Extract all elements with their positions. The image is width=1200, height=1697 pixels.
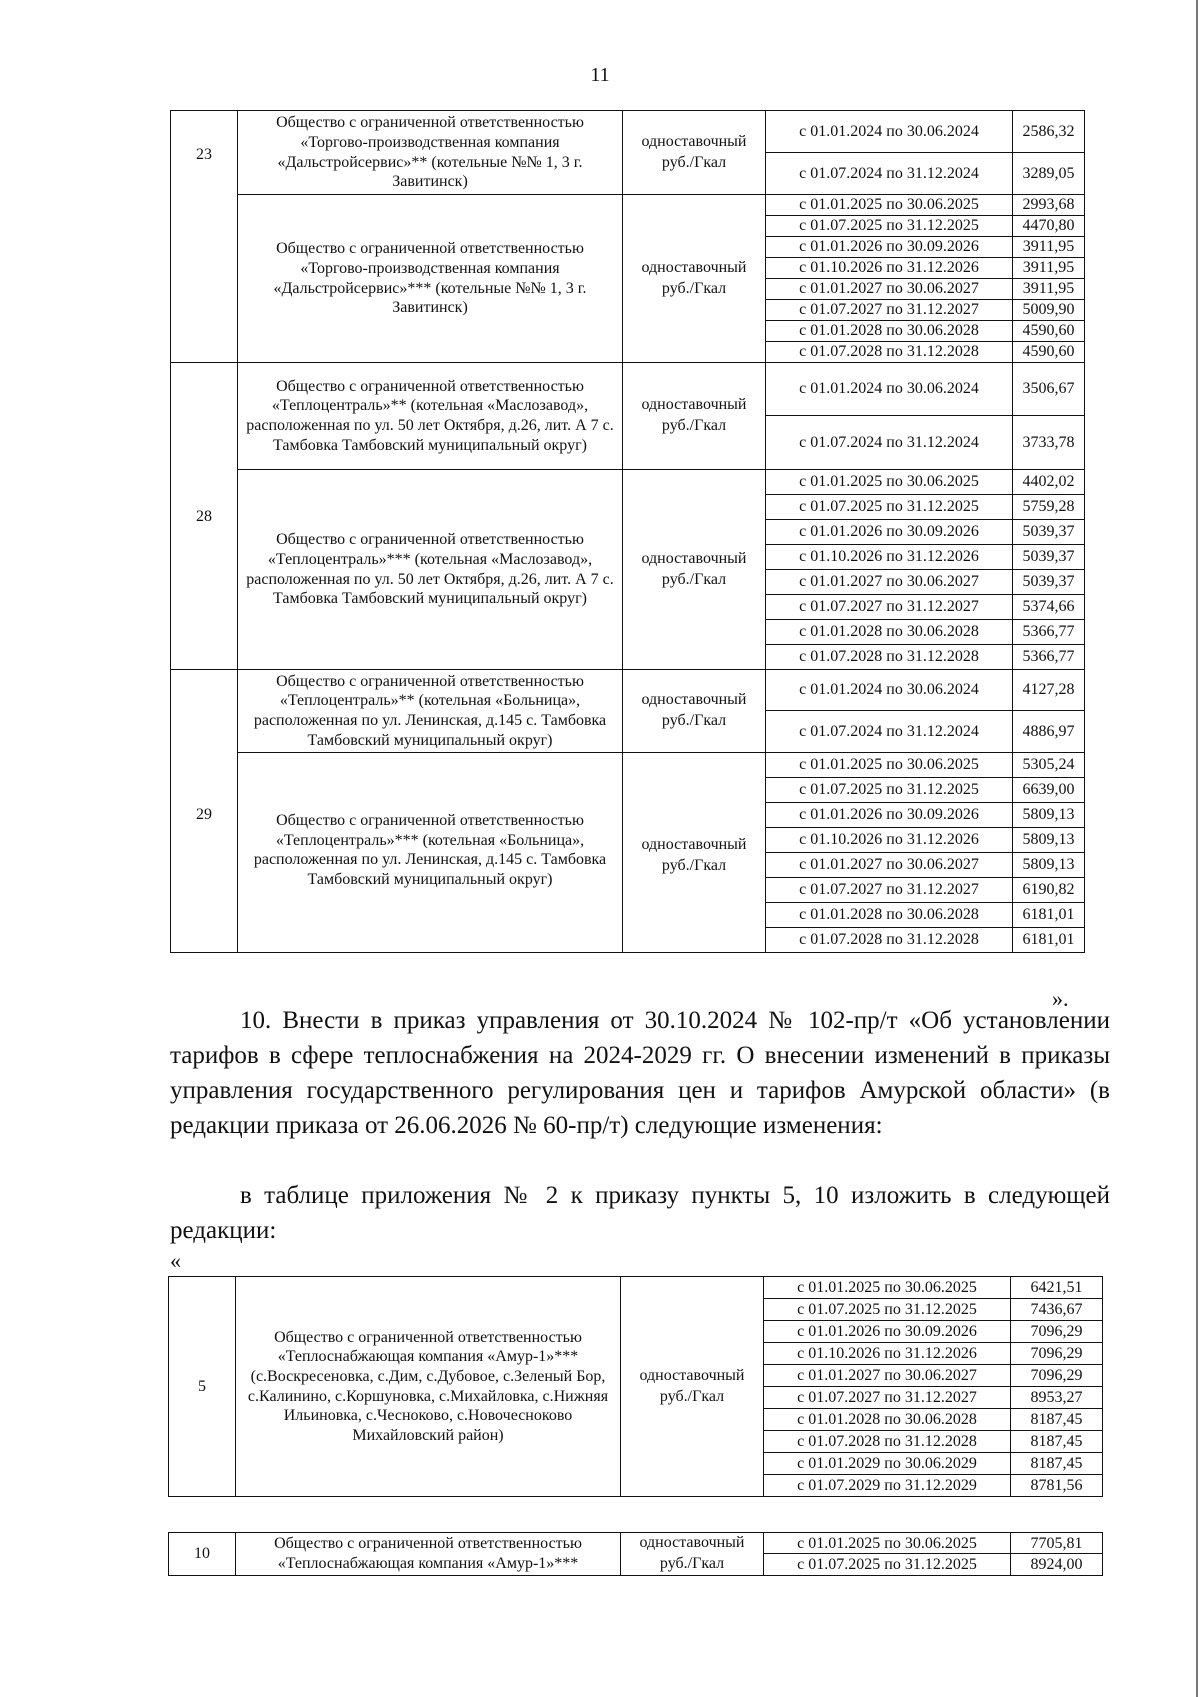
tariff-value: 2586,32 xyxy=(1013,111,1085,153)
period-cell: с 01.01.2025 по 30.06.2025 xyxy=(766,753,1013,778)
period-cell: с 01.01.2024 по 30.06.2024 xyxy=(766,111,1013,153)
period-cell: с 01.07.2025 по 31.12.2025 xyxy=(766,495,1013,520)
scan-edge-line xyxy=(1196,0,1198,1697)
tariff-value: 3733,78 xyxy=(1013,416,1085,470)
table-row xyxy=(169,1277,1103,1299)
tariff-value: 7096,29 xyxy=(1011,1365,1103,1387)
unit-cell: одноставочный руб./Гкал xyxy=(623,470,766,670)
tariff-value: 6181,01 xyxy=(1013,928,1085,953)
tariff-value: 2993,68 xyxy=(1013,195,1085,216)
period-cell: с 01.07.2025 по 31.12.2025 xyxy=(764,1554,1011,1575)
period-cell: с 01.01.2027 по 30.06.2027 xyxy=(766,570,1013,595)
unit-cell: одноставочный руб./Гкал xyxy=(621,1277,764,1497)
period-cell: с 01.10.2026 по 31.12.2026 xyxy=(766,545,1013,570)
tariff-value: 5809,13 xyxy=(1013,803,1085,828)
paragraph-10-text: 10. Внести в приказ управления от 30.10.2024 № 102-пр/т «Об установлении тарифов в сфере теплоснабжения на 2024-2029 гг. О внесении изменений в приказы управления государственного регулирования цен и тарифов Амурской области» (в редакции приказа от 26.06.2026 № 60-пр/т) следующие изменения: xyxy=(170,1007,1110,1139)
table-row xyxy=(171,363,1085,416)
tariff-value: 8187,45 xyxy=(1011,1453,1103,1475)
opening-quote: « xyxy=(170,1248,181,1273)
tariff-value: 5759,28 xyxy=(1013,495,1085,520)
tariff-value: 5809,13 xyxy=(1013,828,1085,853)
period-cell: с 01.07.2028 по 31.12.2028 xyxy=(766,645,1013,670)
tariff-value: 3289,05 xyxy=(1013,153,1085,195)
paragraph-table-intro-text: в таблице приложения № 2 к приказу пункты 5, 10 изложить в следующей редакции: xyxy=(170,1182,1110,1244)
tariff-value: 3911,95 xyxy=(1013,279,1085,300)
unit-cell: одноставочный руб./Гкал xyxy=(623,670,766,753)
tariff-value: 7705,81 xyxy=(1011,1533,1103,1554)
organization-cell: Общество с ограниченной ответственностью «Теплоцентраль»** (котельная «Больница», расположенная по ул. Ленинская, д.145 с. Тамбовка Тамбовский муниципальный округ) xyxy=(238,670,623,753)
tariff-table-3 xyxy=(168,1532,1103,1576)
period-cell: с 01.01.2028 по 30.06.2028 xyxy=(764,1409,1011,1431)
period-cell: с 01.01.2025 по 30.06.2025 xyxy=(764,1277,1011,1299)
period-cell: с 01.01.2026 по 30.09.2026 xyxy=(766,520,1013,545)
tariff-table-1 xyxy=(170,110,1085,953)
period-cell: с 01.01.2025 по 30.06.2025 xyxy=(766,195,1013,216)
period-cell: с 01.01.2026 по 30.09.2026 xyxy=(766,803,1013,828)
period-cell: с 01.07.2027 по 31.12.2027 xyxy=(766,595,1013,620)
tariff-value: 5039,37 xyxy=(1013,570,1085,595)
page-number: 11 xyxy=(590,64,610,86)
paragraph-table-intro xyxy=(170,1178,1110,1248)
organization-cell: Общество с ограниченной ответственностью «Теплоцентраль»*** (котельная «Маслозавод», расположенная по ул. 50 лет Октября, д.26, лит. А 7 с. Тамбовка Тамбовский муниципальный округ) xyxy=(238,470,623,670)
unit-cell: одноставочный руб./Гкал xyxy=(623,111,766,195)
period-cell: с 01.01.2026 по 30.09.2026 xyxy=(766,237,1013,258)
organization-cell: Общество с ограниченной ответственностью «Теплоцентраль»** (котельная «Маслозавод», расположенная по ул. 50 лет Октября, д.26, лит. А 7 с. Тамбовка Тамбовский муниципальный округ) xyxy=(238,363,623,470)
tariff-value: 8781,56 xyxy=(1011,1475,1103,1497)
tariff-value: 4127,28 xyxy=(1013,670,1085,711)
period-cell: с 01.01.2028 по 30.06.2028 xyxy=(766,903,1013,928)
period-cell: с 01.07.2024 по 31.12.2024 xyxy=(766,711,1013,753)
period-cell: с 01.10.2026 по 31.12.2026 xyxy=(764,1343,1011,1365)
period-cell: с 01.01.2024 по 30.06.2024 xyxy=(766,363,1013,416)
period-cell: с 01.01.2028 по 30.06.2028 xyxy=(766,321,1013,342)
tariff-value: 4886,97 xyxy=(1013,711,1085,753)
row-number: 5 xyxy=(169,1277,236,1497)
paragraph-10 xyxy=(170,1003,1110,1143)
period-cell: с 01.01.2027 по 30.06.2027 xyxy=(764,1365,1011,1387)
tariff-value: 3506,67 xyxy=(1013,363,1085,416)
tariff-value: 7096,29 xyxy=(1011,1321,1103,1343)
period-cell: с 01.07.2029 по 31.12.2029 xyxy=(764,1475,1011,1497)
tariff-value: 3911,95 xyxy=(1013,237,1085,258)
tariff-value: 3911,95 xyxy=(1013,258,1085,279)
unit-cell: одноставочный руб./Гкал xyxy=(621,1533,764,1576)
period-cell: с 01.07.2028 по 31.12.2028 xyxy=(766,928,1013,953)
tariff-value: 8187,45 xyxy=(1011,1409,1103,1431)
tariff-table-2 xyxy=(168,1276,1103,1497)
tariff-value: 5809,13 xyxy=(1013,853,1085,878)
tariff-value: 4590,60 xyxy=(1013,342,1085,363)
period-cell: с 01.10.2026 по 31.12.2026 xyxy=(766,828,1013,853)
period-cell: с 01.01.2025 по 30.06.2025 xyxy=(766,470,1013,495)
organization-cell: Общество с ограниченной ответственностью «Теплоцентраль»*** (котельная «Больница», расположенная по ул. Ленинская, д.145 с. Тамбовка Тамбовский муниципальный округ) xyxy=(238,753,623,953)
row-number: 23 xyxy=(171,111,238,363)
period-cell: с 01.10.2026 по 31.12.2026 xyxy=(766,258,1013,279)
tariff-value: 5305,24 xyxy=(1013,753,1085,778)
table-row xyxy=(171,470,1085,495)
period-cell: с 01.07.2024 по 31.12.2024 xyxy=(766,153,1013,195)
tariff-value: 6190,82 xyxy=(1013,878,1085,903)
row-number: 29 xyxy=(171,670,238,953)
period-cell: с 01.07.2025 по 31.12.2025 xyxy=(766,778,1013,803)
period-cell: с 01.01.2026 по 30.09.2026 xyxy=(764,1321,1011,1343)
table-row xyxy=(169,1533,1103,1554)
tariff-value: 8953,27 xyxy=(1011,1387,1103,1409)
period-cell: с 01.07.2028 по 31.12.2028 xyxy=(766,342,1013,363)
tariff-value: 5374,66 xyxy=(1013,595,1085,620)
period-cell: с 01.07.2027 по 31.12.2027 xyxy=(766,300,1013,321)
tariff-value: 5366,77 xyxy=(1013,645,1085,670)
row-number: 10 xyxy=(169,1533,236,1576)
period-cell: с 01.01.2027 по 30.06.2027 xyxy=(766,853,1013,878)
unit-cell: одноставочный руб./Гкал xyxy=(623,753,766,953)
organization-cell: Общество с ограниченной ответственностью «Торгово-производственная компания «Дальстройсервис»*** (котельные №№ 1, 3 г. Завитинск) xyxy=(238,195,623,363)
unit-cell: одноставочный руб./Гкал xyxy=(623,195,766,363)
row-number: 28 xyxy=(171,363,238,670)
tariff-value: 4470,80 xyxy=(1013,216,1085,237)
tariff-value: 7096,29 xyxy=(1011,1343,1103,1365)
tariff-value: 5039,37 xyxy=(1013,520,1085,545)
period-cell: с 01.07.2025 по 31.12.2025 xyxy=(764,1299,1011,1321)
tariff-value: 8924,00 xyxy=(1011,1554,1103,1575)
tariff-value: 4402,02 xyxy=(1013,470,1085,495)
organization-cell: Общество с ограниченной ответственностью «Теплоснабжающая компания «Амур-1»*** (с.Воскресеновка, с.Дим, с.Дубовое, с.Зеленый Бор, с.Калинино, с.Коршуновка, с.Михайловка, с.Нижняя Ильиновка, с.Чесноково, с.Новочесноково Михайловский район) xyxy=(236,1277,621,1497)
table-row xyxy=(171,111,1085,153)
period-cell: с 01.01.2025 по 30.06.2025 xyxy=(764,1533,1011,1554)
table-row xyxy=(171,670,1085,711)
tariff-value: 5366,77 xyxy=(1013,620,1085,645)
period-cell: с 01.07.2028 по 31.12.2028 xyxy=(764,1431,1011,1453)
period-cell: с 01.07.2025 по 31.12.2025 xyxy=(766,216,1013,237)
tariff-value: 4590,60 xyxy=(1013,321,1085,342)
period-cell: с 01.01.2024 по 30.06.2024 xyxy=(766,670,1013,711)
tariff-value: 6181,01 xyxy=(1013,903,1085,928)
period-cell: с 01.01.2029 по 30.06.2029 xyxy=(764,1453,1011,1475)
period-cell: с 01.07.2027 по 31.12.2027 xyxy=(764,1387,1011,1409)
table-row xyxy=(171,753,1085,778)
tariff-value: 6421,51 xyxy=(1011,1277,1103,1299)
table-row xyxy=(171,195,1085,216)
period-cell: с 01.01.2028 по 30.06.2028 xyxy=(766,620,1013,645)
tariff-value: 5009,90 xyxy=(1013,300,1085,321)
tariff-value: 6639,00 xyxy=(1013,778,1085,803)
organization-cell: Общество с ограниченной ответственностью «Торгово-производственная компания «Дальстройсервис»** (котельные №№ 1, 3 г. Завитинск) xyxy=(238,111,623,195)
closing-quote: ». xyxy=(1052,986,1069,1011)
tariff-value: 8187,45 xyxy=(1011,1431,1103,1453)
period-cell: с 01.07.2027 по 31.12.2027 xyxy=(766,878,1013,903)
tariff-value: 7436,67 xyxy=(1011,1299,1103,1321)
period-cell: с 01.01.2027 по 30.06.2027 xyxy=(766,279,1013,300)
tariff-value: 5039,37 xyxy=(1013,545,1085,570)
period-cell: с 01.07.2024 по 31.12.2024 xyxy=(766,416,1013,470)
unit-cell: одноставочный руб./Гкал xyxy=(623,363,766,470)
organization-cell: Общество с ограниченной ответственностью «Теплоснабжающая компания «Амур-1»*** xyxy=(236,1533,621,1576)
